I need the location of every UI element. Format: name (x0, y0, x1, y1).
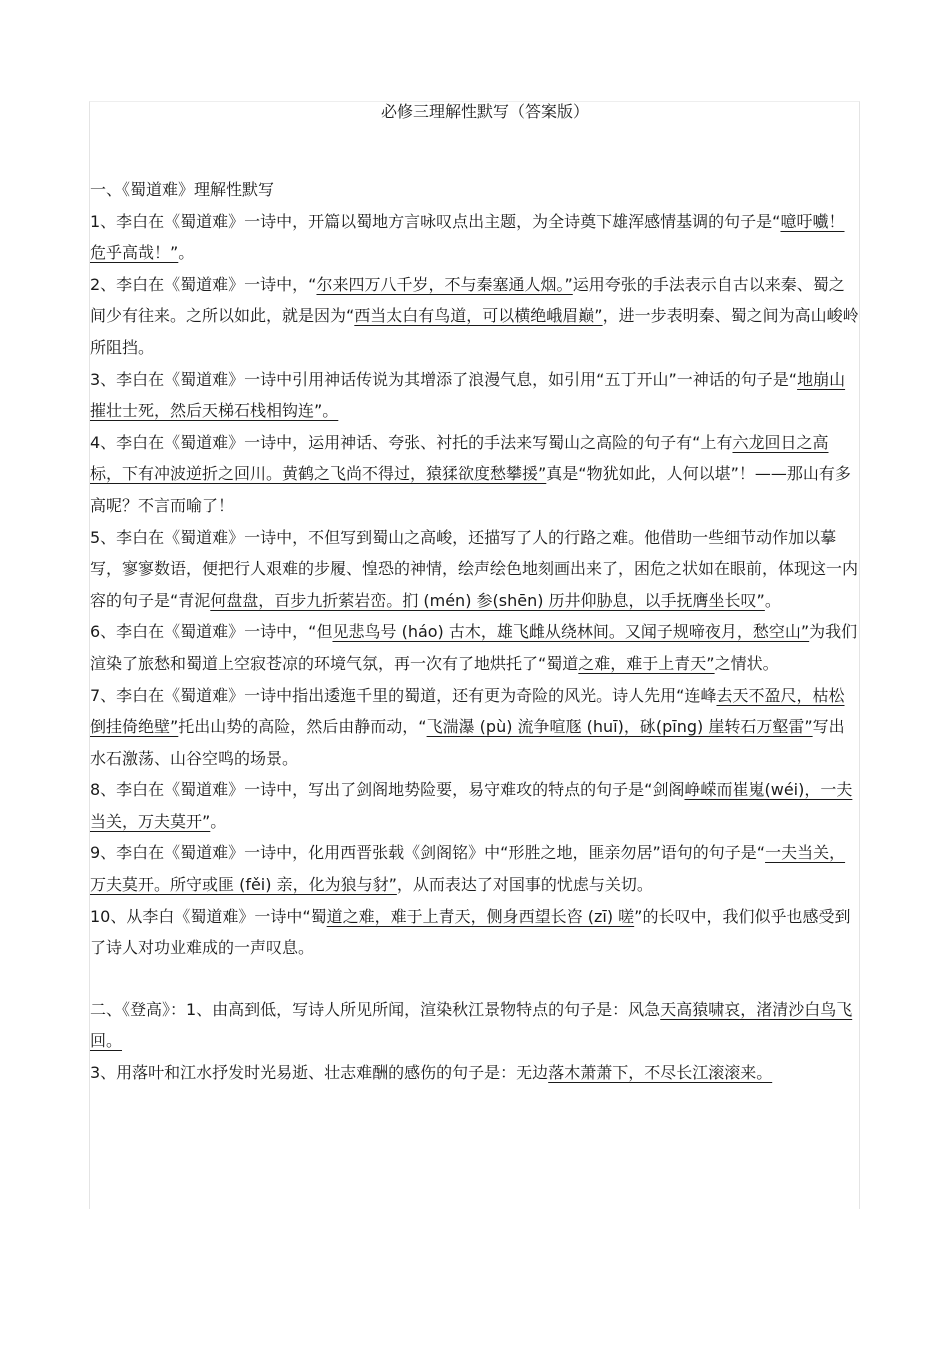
document-body (90, 100, 860, 1089)
question-10 (90, 901, 860, 964)
question-text: 运用夸张的手法表示自古以来秦、蜀之间少有往来。之所以如此，就是因为“ (90, 274, 845, 326)
question-text: 写出水石激荡、山谷空鸣的场景。 (90, 717, 845, 768)
question-text: 9、李白在《蜀道难》一诗中，化用西晋张载《剑阁铭》中“形胜之地，匪亲勿居”语句的句子是“ (90, 843, 766, 863)
question-text: ，进一步表明秦、蜀之间为高山峻岭所阻挡。 (90, 306, 859, 357)
answer-text: 天高猿啸哀，渚清沙白鸟飞回。 (90, 999, 853, 1051)
answer-text: 西当太白有鸟道，可以横绝峨眉巅” (354, 306, 603, 326)
answer-text: 噫吁嚱！危乎高哉！” (90, 211, 845, 263)
answer-text: 飞湍瀑 (pù) 流争喧豗 (huī)，砯(pīng) 崖转石万壑雷” (426, 717, 813, 737)
question-denggao-1 (90, 994, 860, 1057)
answer-text: 地崩山摧壮士死，然后天梯石栈相钩连”。 (90, 369, 846, 421)
question-denggao-3 (90, 1057, 860, 1089)
question-text: 。 (210, 811, 227, 831)
question-text: 真是“物犹如此，人何以堪”！——那山有多高呢？不言而喻了！ (90, 464, 851, 515)
answer-text: 何盘盘，百步九折萦岩峦。扪 (mén) 参(shēn) 历井仰胁息，以手抚膺坐长叹” (210, 590, 765, 610)
answer-text: 之难，难于上青天” (578, 653, 715, 673)
answer-text: 尔来四万八千岁，不与秦塞通人烟。” (316, 274, 573, 294)
question-8 (90, 774, 860, 837)
question-text: 6、李白在《蜀道难》一诗中，“但 (90, 622, 333, 642)
question-text: 2、李白在《蜀道难》一诗中，“ (90, 274, 317, 294)
question-9 (90, 837, 860, 900)
answer-text: 见悲鸟号 (háo) 古木，雄飞雌从绕林间。又闻子规啼夜月，愁空山” (332, 622, 810, 642)
question-text: 10、从李白《蜀道难》一诗中“蜀 (90, 906, 327, 926)
question-text: 7、李白在《蜀道难》一诗中指出逶迤千里的蜀道，还有更为奇险的风光。诗人先用“连峰 (90, 685, 717, 705)
question-3 (90, 364, 860, 427)
answer-text: 道之难，难于上青天，侧身西望长咨 (zī) 嗟 (326, 906, 635, 926)
answer-text: 峥嵘而崔嵬(wéi)，一夫当关，万夫莫开” (90, 780, 853, 831)
answer-text: 一夫当关，万夫莫开。所守或匪 (fěi) 亲，化为狼与豺” (90, 843, 846, 895)
question-text: 5、李白在《蜀道难》一诗中，不但写到蜀山之高峻，还描写了人的行路之难。他借助一些细节动作加以摹写，寥寥数语，便把行人艰难的步履、惶恐的神情，绘声绘色地刻画出来了，困危之状如在眼前，体现这一内容的句子是“青泥 (90, 527, 859, 610)
question-text: ”的长叹中，我们似乎也感受到了诗人对功业难成的一声叹息。 (90, 906, 851, 958)
question-4 (90, 427, 860, 522)
question-text: 3、用落叶和江水抒发时光易逝、壮志难酬的感伤的句子是：无边 (90, 1063, 549, 1083)
page-title: 必修三理解性默写（答案版） (380, 102, 589, 121)
question-text: 托出山势的高险，然后由静而动，“ (178, 717, 427, 737)
question-text: 为我们渲染了旅愁和蜀道上空寂苍凉的环境气氛，再一次有了地烘托了“蜀道 (90, 622, 858, 673)
question-1 (90, 206, 860, 269)
question-text: 1、李白在《蜀道难》一诗中，开篇以蜀地方言咏叹点出主题，为全诗奠下雄浑感情基调的句子是“ (90, 211, 781, 231)
answer-text: 落木萧萧下，不尽长江滚滚来。 (548, 1063, 773, 1083)
answer-text: 去天不盈尺，枯松倒挂倚绝壁” (90, 685, 845, 737)
question-2 (90, 269, 860, 364)
answer-text: 六龙回日之高标，下有冲波逆折之回川。黄鹤之飞尚不得过，猿猱欲度愁攀援” (90, 432, 829, 484)
question-text: ，从而表达了对国事的忧虑与关切。 (396, 875, 653, 895)
section-heading-shudaonan: 一、《蜀道难》理解性默写 (90, 180, 275, 199)
question-6 (90, 616, 860, 679)
question-text: 二、《登高》：1、由高到低，写诗人所见所闻，渲染秋江景物特点的句子是：风急 (90, 999, 661, 1019)
question-text: 。 (178, 243, 195, 263)
question-text: 之情状。 (714, 653, 779, 673)
question-text: 。 (764, 590, 781, 610)
section-gap (90, 964, 860, 994)
question-5 (90, 522, 860, 617)
question-text: 3、李白在《蜀道难》一诗中引用神话传说为其增添了浪漫气息，如引用“五丁开山”一神话的句子是“ (90, 369, 798, 389)
question-text: 4、李白在《蜀道难》一诗中，运用神话、夸张、衬托的手法来写蜀山之高险的句子有“上有 (90, 432, 733, 452)
question-text: 8、李白在《蜀道难》一诗中，写出了剑阁地势险要，易守难攻的特点的句子是“剑阁 (90, 780, 685, 800)
question-7 (90, 680, 860, 775)
